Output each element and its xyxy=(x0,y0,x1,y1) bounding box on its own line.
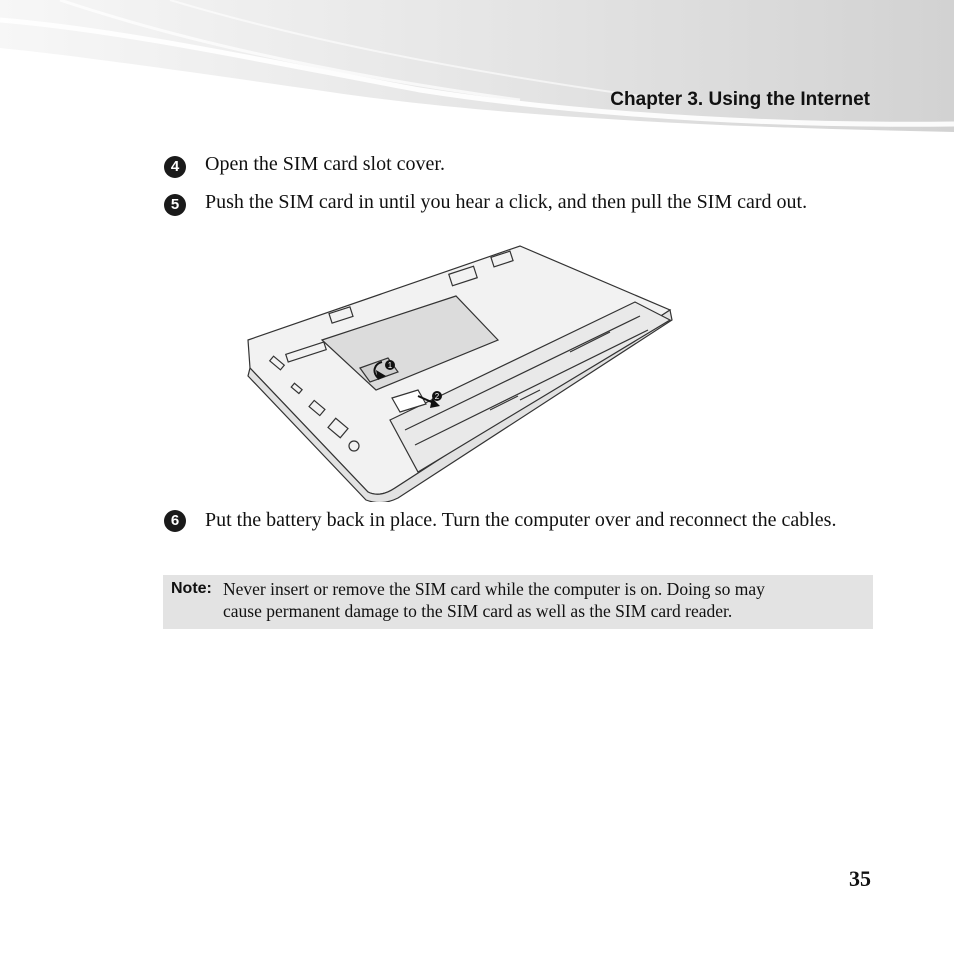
step-text: Open the SIM card slot cover. xyxy=(205,153,445,175)
note-box xyxy=(163,575,873,629)
step-number-marker: 4 xyxy=(164,156,186,178)
step-number-marker: 5 xyxy=(164,194,186,216)
note-text-line-1: Never insert or remove the SIM card while the computer is on. Doing so may xyxy=(223,579,765,599)
header-decoration xyxy=(0,0,954,140)
callout-1: 1 xyxy=(387,361,393,370)
callout-2: 2 xyxy=(434,392,440,401)
note-text-line-2: cause permanent damage to the SIM card as well as the SIM card reader. xyxy=(223,601,733,621)
step-number-marker: 6 xyxy=(164,510,186,532)
step-text: Put the battery back in place. Turn the computer over and reconnect the cables. xyxy=(205,509,837,531)
note-label: Note: xyxy=(171,580,212,597)
page-number: 35 xyxy=(849,866,871,891)
chapter-title: Chapter 3. Using the Internet xyxy=(610,89,870,110)
laptop-sim-illustration xyxy=(240,240,680,502)
step-text: Push the SIM card in until you hear a click, and then pull the SIM card out. xyxy=(205,191,808,213)
